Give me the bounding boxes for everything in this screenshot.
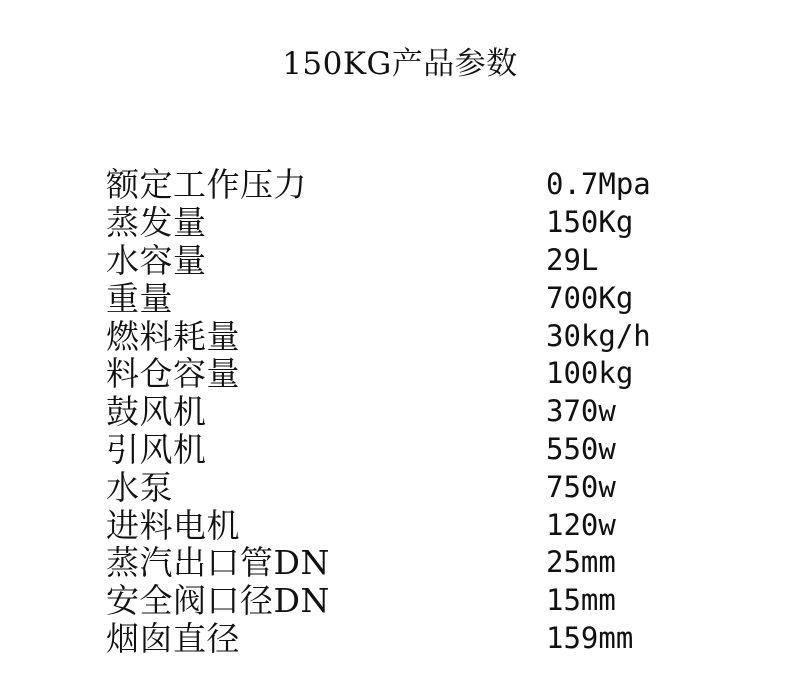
spec-row-steam-outlet — [106, 544, 726, 582]
spec-row-water-pump — [106, 468, 726, 506]
spec-row-weight — [106, 279, 726, 317]
spec-value: 700Kg — [546, 280, 634, 315]
spec-row-rated-pressure — [106, 166, 726, 204]
spec-value: 550w — [546, 431, 616, 466]
spec-label: 蒸发量 — [106, 203, 207, 243]
spec-row-evaporation — [106, 204, 726, 242]
spec-value: 159mm — [546, 620, 634, 655]
spec-label: 蒸汽出口管DN — [106, 543, 330, 583]
spec-label: 料仓容量 — [106, 354, 240, 394]
spec-label: 重量 — [106, 278, 173, 318]
spec-label: 燃料耗量 — [106, 316, 240, 356]
spec-value: 25mm — [546, 545, 616, 580]
spec-row-induced-draft-fan — [106, 431, 726, 469]
spec-row-safety-valve — [106, 582, 726, 620]
spec-row-hopper-capacity — [106, 355, 726, 393]
spec-value: 750w — [546, 469, 616, 504]
spec-value: 100kg — [546, 356, 634, 391]
spec-label: 安全阀口径DN — [106, 581, 330, 621]
spec-label: 水泵 — [106, 467, 173, 507]
spec-label: 水容量 — [106, 240, 207, 280]
spec-row-chimney-diameter — [106, 620, 726, 658]
spec-label: 鼓风机 — [106, 392, 207, 432]
spec-row-blower — [106, 393, 726, 431]
page-title: 150KG产品参数 — [282, 46, 518, 82]
spec-label: 进料电机 — [106, 505, 240, 545]
spec-value: 0.7Mpa — [546, 167, 651, 202]
spec-value: 120w — [546, 507, 616, 542]
spec-label: 烟囱直径 — [106, 618, 240, 658]
spec-value: 150Kg — [546, 205, 634, 240]
spec-value: 15mm — [546, 583, 616, 618]
spec-table — [106, 166, 726, 657]
spec-row-feed-motor — [106, 506, 726, 544]
spec-row-fuel-consumption — [106, 317, 726, 355]
spec-value: 370w — [546, 394, 616, 429]
spec-value: 30kg/h — [546, 318, 651, 353]
spec-label: 引风机 — [106, 429, 207, 469]
spec-label: 额定工作压力 — [106, 165, 307, 205]
spec-value: 29L — [546, 242, 599, 277]
spec-row-water-capacity — [106, 242, 726, 280]
